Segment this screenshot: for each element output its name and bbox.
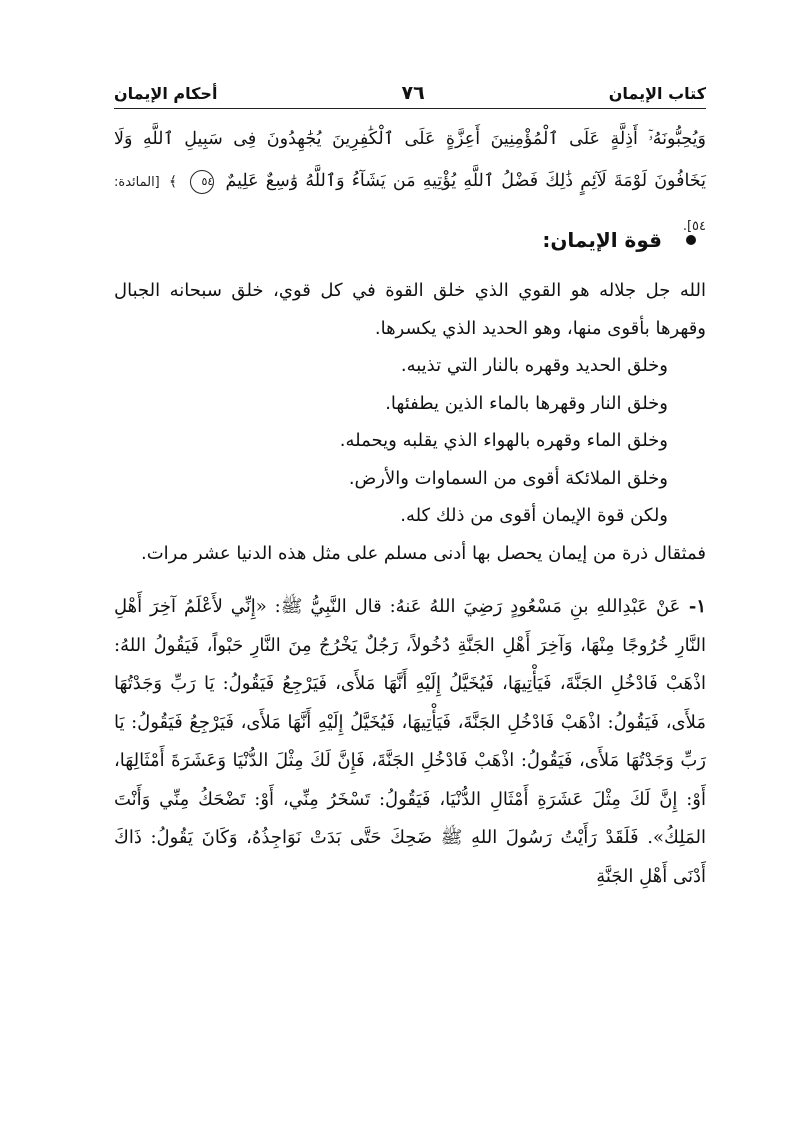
- hadith-text: عَنْ عَبْدِاللهِ بنِ مَسْعُودٍ رَضِيَ اللهُ عَنهُ: قال النَّبِيُّ ﷺ: «إِنِّي لأَعْلَمُ آخِرَ أَهْلِ النَّارِ خُرُوجًا مِنْهَا، وَآخِرَ أَهْلِ الجَنَّةِ دُخُولاً، رَجُلٌ يَخْرُجُ مِنَ النَّارِ حَبْواً، فَيَقُولُ اللهُ: اذْهَبْ فَادْخُلِ الجَنَّةَ، فَيَأْتِيهَا، فَيُخَيَّلُ إِلَيْهِ أَنَّهَا مَلأَى، فَيَرْجِعُ فَيَقُولُ: يَا رَبِّ وَجَدْتُهَا مَلأَى، فَيَقُولُ: اذْهَبْ فَادْخُلِ الجَنَّةَ، فَيَأْتِيهَا، فَيُخَيَّلُ إِلَيْهِ أَنَّهَا مَلأَى، فَيَرْجِعُ فَيَقُولُ: يَا رَبِّ وَجَدْتُهَا مَلأَى، فَيَقُولُ: اذْهَبْ فَادْخُلِ الجَنَّةَ، فَإِنَّ لَكَ مِثْلَ الدُّنْيَا وَعَشَرَةَ أَمْثَالِهَا، أَوْ: إِنَّ لَكَ مِثْلَ عَشَرَةِ أَمْثَالِ الدُّنْيَا، فَيَقُولُ: تَسْخَرُ مِنِّي، أَوْ: تَضْحَكُ مِنِّي وَأَنْتَ المَلِكُ». فَلَقَدْ رَأَيْتُ رَسُولَ اللهِ ﷺ ضَحِكَ حَتَّى بَدَتْ نَوَاجِذُهُ، وَكَانَ يَقُولُ: ذَاكَ أَدْنَى أَهْلِ الجَنَّةِ: [114, 596, 706, 887]
- paragraph: فمثقال ذرة من إيمان يحصل بها أدنى مسلم على مثل هذه الدنيا عشر مرات.: [140, 542, 706, 564]
- verse-number-marker: ٥٤: [190, 170, 214, 194]
- page-number: ٧٦: [401, 82, 425, 104]
- paragraph: وخلق النار وقهرها بالماء الذين يطفئها.: [385, 392, 668, 414]
- section-heading: [542, 228, 696, 252]
- running-header: [114, 78, 706, 109]
- hadith-paragraph: [114, 588, 706, 896]
- section-heading-text: قوة الإيمان:: [542, 228, 662, 252]
- closing-bracket-ornament: ﴾: [168, 174, 178, 190]
- paragraph: وخلق الملائكة أقوى من السماوات والأرض.: [348, 467, 668, 489]
- chapter-title: أحكام الإيمان: [114, 83, 218, 103]
- paragraph: الله جل جلاله هو القوي الذي خلق القوة في كل قوي، خلق سبحانه الجبال وقهرها بأقوى منها، وهو الحديد الذي يكسرها.: [114, 280, 706, 339]
- quran-verse-text: وَيُحِبُّونَهُۥٓ أَذِلَّةٍ عَلَى ٱلْمُؤْمِنِينَ أَعِزَّةٍ عَلَى ٱلْكَٰفِرِينَ يُجَٰهِدُونَ فِى سَبِيلِ ٱللَّهِ وَلَا يَخَافُونَ لَوْمَةَ لَآئِمٍ ذَٰلِكَ فَضْلُ ٱللَّهِ يُؤْتِيهِ مَن يَشَآءُ وَٱللَّهُ وَٰسِعٌ عَلِيمٌ: [114, 129, 706, 191]
- hadith-number: ١-: [680, 596, 706, 617]
- paragraph: وخلق الماء وقهره بالهواء الذي يقلبه ويحمله.: [339, 430, 668, 451]
- book-title: كتاب الإيمان: [608, 83, 706, 103]
- quran-reference: [المائدة: ٥٤].: [114, 175, 706, 234]
- paragraph: وخلق الحديد وقهره بالنار التي تذيبه.: [400, 355, 668, 376]
- body-text: [114, 272, 706, 896]
- bullet-icon: [686, 235, 696, 245]
- paragraph: ولكن قوة الإيمان أقوى من ذلك كله.: [400, 505, 668, 526]
